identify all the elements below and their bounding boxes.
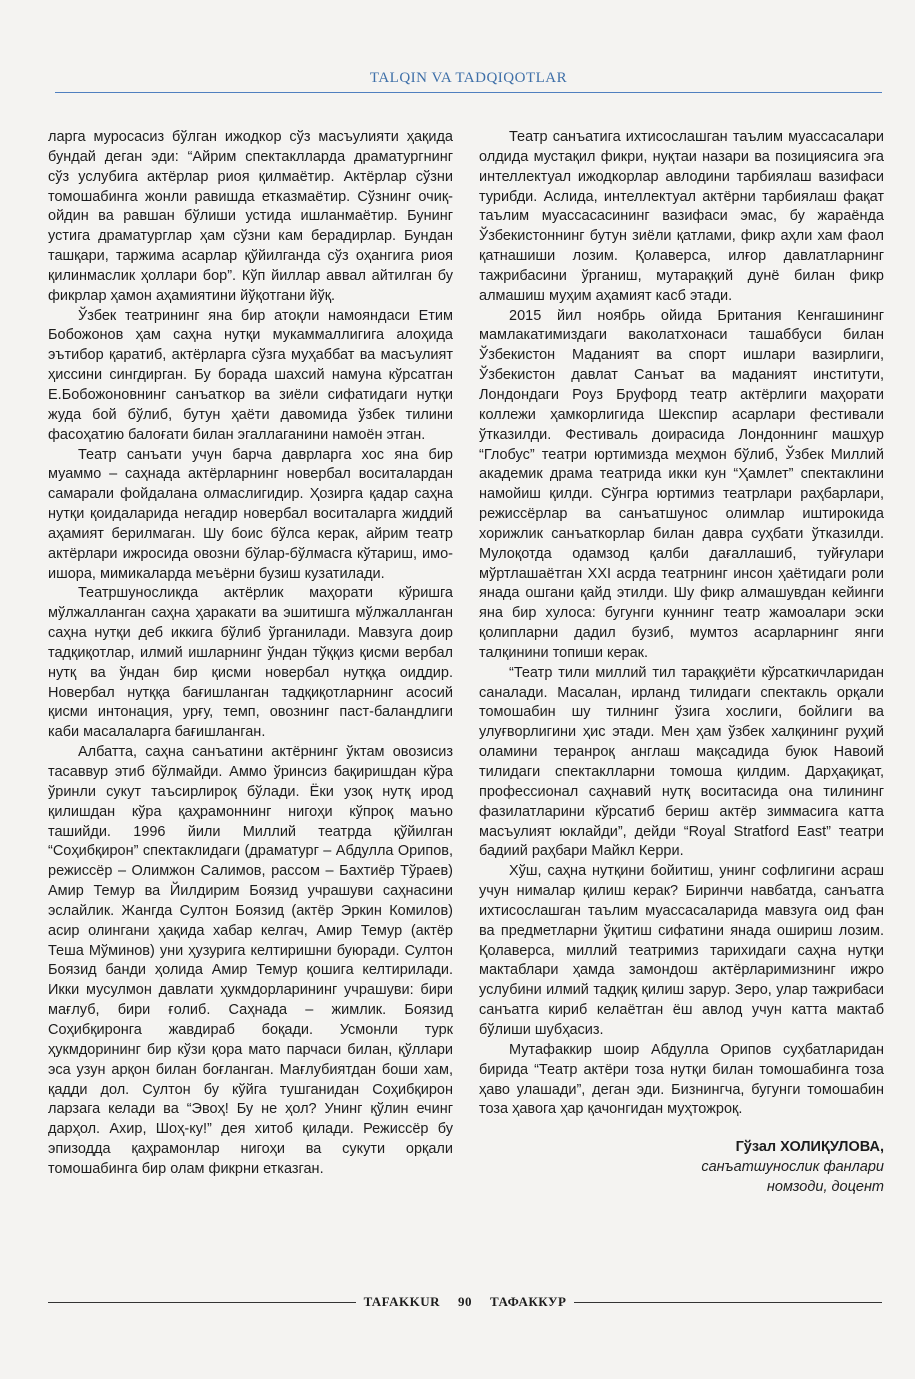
paragraph: Албатта, саҳна санъатини актёрнинг ўктам овозисиз тасаввур этиб бўлмайди. Аммо ўринсиз бақиришдан кўра ўринли сукут таъсирлироқ бўлади. Ёки узоқ нутқ ирод қилишдан кўра қаҳрамоннинг нигоҳи кўпроқ маъно ташийди. 1996 йили Миллий театрда қўйилган “Соҳибқирон” спектаклидаги (драматург – Абдулла Орипов, режиссёр – Олимжон Салимов, рассом – Бахтиёр Тўраев) Амир Темур ва Йилдирим Боязид учрашуви саҳнасини эслайлик. Жангда Султон Боязид (актёр Эркин Комилов) асир олингани ҳақида хабар келгач, Амир Темур (актёр Теша Мўминов) уни ҳузурига келтиришни буюради. Султон Боязид банди ҳолида Амир Темур қошига келтирилади. Икки мусулмон давлати ҳукмдорларининг учрашуви: бири мағлуб, бири ғолиб. Саҳнада – жимлик. Боязид Соҳибқиронга жавдираб боқади. Усмонли турк ҳукмдорининг бир кўзи қора мато парчаси билан, қўллари эса узун арқон билан боғланган. Мағлубиятдан боши хам, қадди дол. Султон бу кўйга тушганидан Соҳибқирон ларзага келади ва “Эвоҳ! Бу не ҳол? Унинг қўлин ечинг дарҳол. Ахир, Шоҳ-ку!” дея хитоб қилади. Режиссёр бу эпизодда қаҳрамонлар нигоҳи ва сукути орқали томошабинга бир олам фикрни етказган.	[48, 744, 453, 1177]
left-column	[48, 128, 453, 1180]
author-title-line2: номзоди, доцент	[766, 1179, 884, 1196]
page-footer	[48, 1292, 882, 1312]
paragraph: “Театр тили миллий тил тараққиёти кўрсаткичларидан саналади. Масалан, ирланд тилидаги спектакль орқали томошабин шу тилнинг ўзига хослиги, бойлиги ва улуғворлигини ҳис этади. Мен ҳам ўзбек халқининг руҳий оламини теранроқ англаш мақсадида буюк Навоий тилидаги спектаклларни томоша қилдим. Дарҳақиқат, профессионал саҳнавий нутқ воситасида она тилининг фазилатларини кўрсатиб бериш актёр зиммасига катта масъулият юклайди”, дейди “Royal Stratford East” театри бадиий раҳбари Майкл Керри.	[479, 664, 884, 860]
paragraph: Театршуносликда актёрлик маҳорати кўришга мўлжалланган саҳна ҳаракати ва эшитишга мўлжалланган саҳна нутқи деб иккига бўлиб ўрганилади. Мавзуга доир тадқиқотлар, илмий ишларнинг ўндан тўққиз қисми вербал нутқ ва ўндан бир қисми новербал нутққа оиддир. Новербал нутққа бағишланган тадқиқотларнинг асосий қисми интонация, урғу, темп, овознинг паст-баландлиги каби масалаларга бағишланган.	[48, 585, 453, 741]
paragraph: 2015 йил ноябрь ойида Британия Кенгашининг мамлакатимиздаги ваколатхонаси ташаббуси билан Ўзбекистон Маданият ва спорт ишлари вазирлиги, Ўзбекистон давлат Санъат ва маданият институти, Лондондаги Роуз Бруфорд театр актёрлиги маҳорати коллежи ҳамкорлигида Шекспир асарлари фестивали ўтказилди. Фестиваль доирасида Лондоннинг машҳур “Глобус” театри юртимизда меҳмон бўлиб, Ўзбек Миллий академик драма театрида икки кун “Ҳамлет” спектаклини намойиш қилди. Сўнгра юртимиз театрлари раҳбарлари, режиссёрлар ва санъатшунос олимлар иштирокида хорижлик санъаткорлар билан давра суҳбати ўтказилди. Мулоқотда одамзод қалби дағаллашиб, туйғулари мўртлашаётган XXI асрда театрнинг инсон ҳаётидаги роли янада ошгани қайд этилди. Шу фикр алмашувдан кейинги яна бир хулоса: бугунги куннинг театр жамоалари эски қолипларни дадил бузиб, мумтоз асарларнинг янги талқинини топиши керак.	[479, 307, 884, 661]
paragraph: ларга муросасиз бўлган ижодкор сўз масъулияти ҳақида бундай деган эди: “Айрим спектаклларда драматургнинг сўз услубига актёрлар риоя қилмаётир. Актёрлар сўзни томошабинга жонли равишда етказмаётир. Сўзнинг очиқ-ойдин ва равшан бўлиши устида ишланмаётир. Бунинг устига драматурглар ҳам сўзни кам берадирлар. Бундан ташқари, таржима асарлар қўйилганда сўз оҳангига риоя қилинмаслик ҳоллари бор”. Кўп йиллар аввал айтилган бу фикрлар ҳамон аҳамиятини йўқотгани йўқ.	[48, 129, 453, 304]
footer-rule-right	[574, 1302, 882, 1303]
paragraph: Театр санъатига ихтисослашган таълим муассасалари олдида мустақил фикри, нуқтаи назари ва позициясига эга интеллектуал ижодкорлар авлодини тарбиялаш вазифаси турибди. Аслида, интеллектуал актёрни тарбиялаш фақат таълим муассасасининг вазифаси эмас, бу жараёнда Ўзбекистоннинг бутун зиёли қатлами, фикр аҳли хам фаол қатнашиши лозим. Қолаверса, илғор давлатларнинг тажрибасини ўрганиш, мутараққий дунё билан фикр алмашиш муҳим аҳамият касб этади.	[479, 129, 884, 304]
footer-magazine-cyrillic: ТАФАККУР	[490, 1294, 567, 1309]
footer-magazine-latin: TAFAKKUR	[363, 1294, 441, 1309]
footer-rule-left	[48, 1302, 356, 1303]
author-signature	[479, 1137, 884, 1197]
paragraph: Хўш, саҳна нутқини бойитиш, унинг софлигини асраш учун нималар қилиш керак? Биринчи навбатда, санъатга ихтисослашган таълим муассасаларида мавзуга оид фан ва предметларни ўқитиш сифатини янада ошириш лозим. Қолаверса, миллий театримиз тарихидаги саҳна нутқи мактаблари ҳамда замондош актёрларимизнинг ижро услубини илмий тадқиқ қилиш зарур. Зеро, улар тажрибаси санъатга кириб келаётган ёш авлод учун катта мактаб бўлиши шубҳасиз.	[479, 863, 884, 1038]
page-number: 90	[458, 1294, 473, 1309]
running-head-title: TALQIN VA TADQIQOTLAR	[369, 70, 568, 86]
header-rule	[55, 92, 882, 93]
paragraph: Ўзбек театрининг яна бир атоқли намояндаси Етим Бобожонов ҳам саҳна нутқи мукаммаллигига алоҳида эътибор қаратиб, актёрларга сўзга муҳаббат ва масъулият ҳиссини сингдирган. Бу борада шахсий намуна кўрсатган Е.Бобожоновнинг санъаткор ва зиёли сифатидаги нутқи жуда бой бўлиб, бутун ҳаёти давомида ўзбек тилини фасоҳатию балоғати билан эгаллаганини намоён этган.	[48, 307, 453, 443]
author-title-line1: санъатшунослик фанлари	[701, 1159, 884, 1176]
right-column	[479, 128, 884, 1197]
paragraph: Мутафаккир шоир Абдулла Орипов суҳбатларидан бирида “Театр актёри тоза нутқи билан томошабинга тоза ҳаво улашади”, деган эди. Бизнингча, бугунги томошабин тоза ҳавога ҳар қачонгидан муҳтожроқ.	[479, 1041, 884, 1118]
paragraph: Театр санъати учун барча даврларга хос яна бир муаммо – саҳнада актёрларнинг новербал воситалардан самарали фойдалана олмаслигидир. Ҳозирга қадар саҳна нутқи қоидаларида негадир новербал воситаларга жиддий аҳамият берилмаган. Шу боис бўлса керак, айрим театр актёрлари ижросида овозни бўлар-бўлмасга кўтариш, имо-ишора, мимикаларда меъёрни бузиш кузатилади.	[48, 446, 453, 582]
author-name: Гўзал ХОЛИҚУЛОВА,	[735, 1139, 884, 1156]
